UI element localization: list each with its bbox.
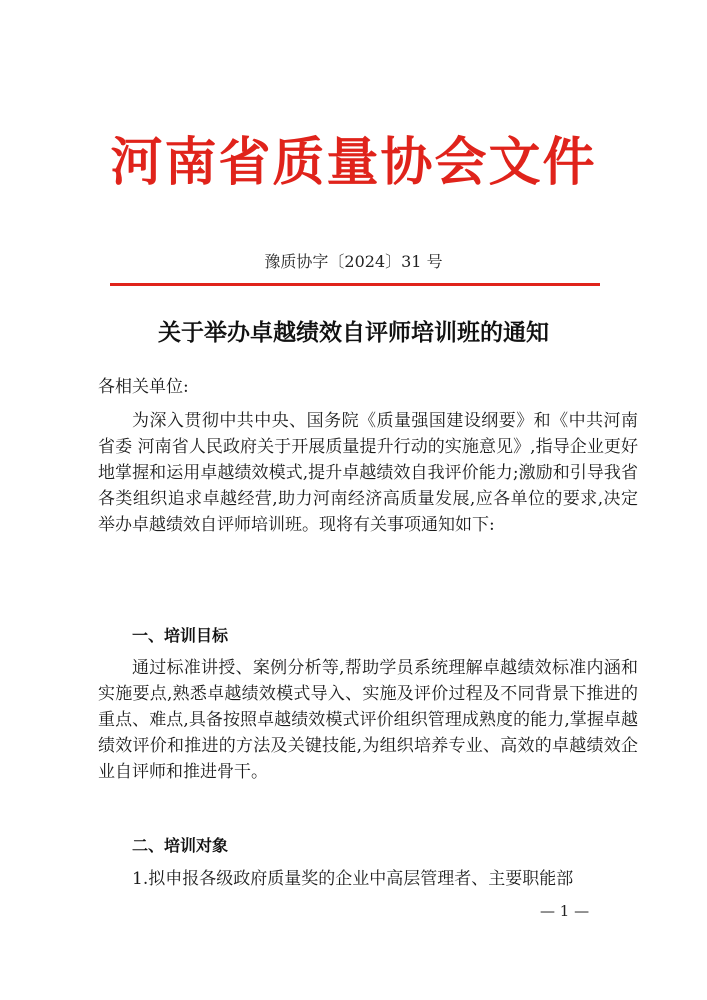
document-header-title: 河南省质量协会文件 bbox=[110, 132, 597, 193]
section-heading-training-goal: 一、培训目标 bbox=[132, 626, 229, 645]
intro-paragraph: 为深入贯彻中共中央、国务院《质量强国建设纲要》和《中共河南省委 河南省人民政府关于开展质量提升行动的实施意见》,指导企业更好地掌握和运用卓越绩效模式,提升卓越绩效自我评价能力;激励和引导我省各类组织追求卓越经营,助力河南经济高质量发展,应各单位的要求,决定举办卓越绩效自评师培训班。现将有关事项通知如下: bbox=[98, 411, 638, 535]
notice-title: 关于举办卓越绩效自评师培训班的通知 bbox=[158, 319, 549, 346]
document-number: 豫质协字〔2024〕31 号 bbox=[264, 252, 443, 271]
training-target-paragraph: 1.拟申报各级政府质量奖的企业中高层管理者、主要职能部 bbox=[132, 869, 574, 889]
salutation: 各相关单位: bbox=[98, 377, 189, 397]
red-separator-line bbox=[110, 283, 600, 286]
training-goal-paragraph: 通过标准讲授、案例分析等,帮助学员系统理解卓越绩效标准内涵和实施要点,熟悉卓越绩效模式导入、实施及评价过程及不同背景下推进的重点、难点,具备按照卓越绩效模式评价组织管理成熟度的能力,掌握卓越绩效评价和推进的方法及关键技能,为组织培养专业、高效的卓越绩效企业自评师和推进骨干。 bbox=[98, 658, 638, 782]
page-number: — 1 — bbox=[540, 902, 590, 920]
section-heading-training-target: 二、培训对象 bbox=[132, 836, 229, 855]
